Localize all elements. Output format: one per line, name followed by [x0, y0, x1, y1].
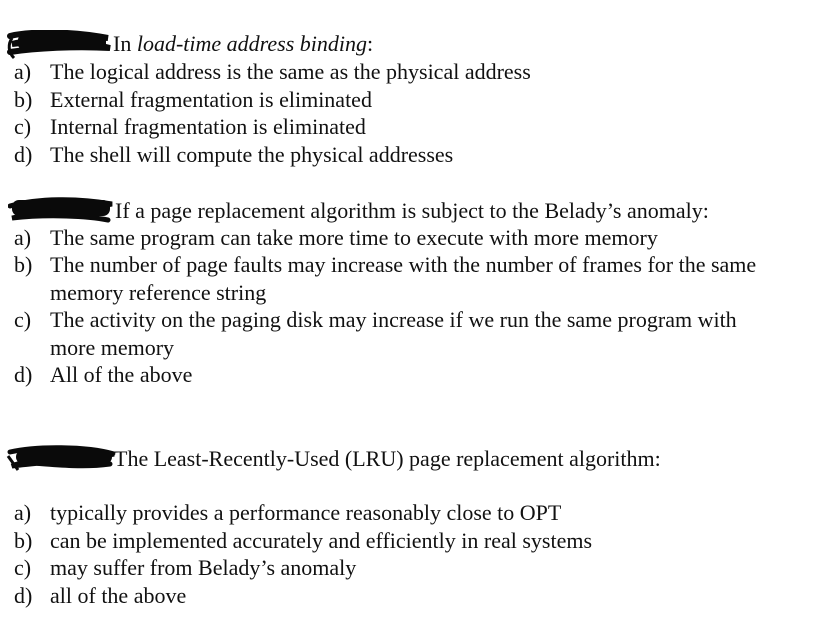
- redaction-scribble: [8, 196, 114, 224]
- option-letter: c): [14, 114, 32, 139]
- option-letter: a): [14, 225, 32, 250]
- option-text: The logical address is the same as the physical address: [50, 59, 531, 84]
- option-text: all of the above: [50, 583, 187, 608]
- option-letter: c): [14, 555, 32, 580]
- stem-prefix: In: [113, 31, 137, 56]
- option-letter: d): [14, 583, 33, 608]
- option-text-continuation: memory reference string: [50, 280, 267, 305]
- redaction-scribble: [6, 444, 118, 474]
- redaction-scribble: [6, 30, 112, 60]
- stem-suffix: :: [367, 31, 374, 56]
- option-letter: b): [14, 252, 33, 277]
- option-text: The activity on the paging disk may increase if we run the same program with: [50, 307, 737, 332]
- question-stem: [113, 31, 373, 57]
- option-letter: d): [14, 362, 33, 387]
- option-text: Internal fragmentation is eliminated: [50, 114, 366, 139]
- option-text: External fragmentation is eliminated: [50, 87, 372, 112]
- option-letter: c): [14, 307, 32, 332]
- option-letter: b): [14, 528, 33, 553]
- option-letter: b): [14, 87, 33, 112]
- option-letter: a): [14, 500, 32, 525]
- option-text: All of the above: [50, 362, 193, 387]
- option-letter: d): [14, 142, 33, 167]
- stem-emphasis: load-time address binding: [136, 31, 368, 56]
- option-text: may suffer from Belady’s anomaly: [50, 555, 357, 580]
- option-letter: a): [14, 59, 32, 84]
- option-text: can be implemented accurately and efficiently in real systems: [50, 528, 593, 553]
- question-stem: If a page replacement algorithm is subject to the Belady’s anomaly:: [115, 198, 709, 223]
- question-stem: The Least-Recently-Used (LRU) page replacement algorithm:: [114, 446, 661, 471]
- option-text: The shell will compute the physical addresses: [50, 142, 454, 167]
- option-text: The same program can take more time to execute with more memory: [50, 225, 658, 250]
- option-text-continuation: more memory: [50, 335, 175, 360]
- option-text: The number of page faults may increase with the number of frames for the same: [50, 252, 757, 277]
- option-text: typically provides a performance reasonably close to OPT: [50, 500, 562, 525]
